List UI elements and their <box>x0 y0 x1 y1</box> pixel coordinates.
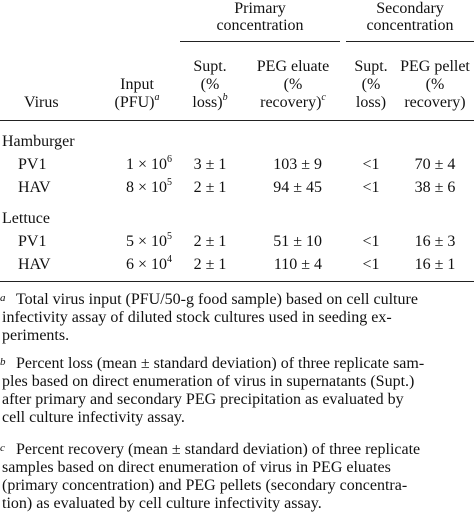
input-column-header-line1: Input <box>120 76 154 93</box>
peg-eluate-cell: 94 ± 45 <box>273 179 322 196</box>
primary-group-header-line2: concentration <box>216 17 304 34</box>
footnote-a-marker: a <box>154 91 160 103</box>
virus-cell: HAV <box>18 256 51 273</box>
footnote-a-line3: periments. <box>2 327 70 344</box>
supt1-cell: 2 ± 1 <box>193 233 227 250</box>
group-label-hamburger: Hamburger <box>2 133 75 150</box>
footnote-a-line1: Total virus input (PFU/50-g food sample) based on cell culture <box>16 291 418 308</box>
secondary-group-header-line2: concentration <box>366 17 454 34</box>
primary-group-header-line1: Primary <box>234 0 286 17</box>
supt2-cell: <1 <box>362 156 380 173</box>
footnote-b-line4: cell culture infectivity assay. <box>2 409 185 426</box>
peg-eluate-header-line1: PEG eluate <box>256 58 330 75</box>
supt2-header-line1: Supt. <box>354 58 388 75</box>
header-bottom-rule <box>0 120 474 121</box>
peg-eluate-cell: 110 ± 4 <box>273 256 322 273</box>
peg-pellet-cell: 16 ± 1 <box>414 256 456 273</box>
table-bottom-rule <box>0 281 474 282</box>
footnote-b-line2: ples based on direct enumeration of virus in supernatants (Supt.) <box>2 373 415 390</box>
peg-pellet-header-line2: (% <box>425 76 445 93</box>
supt1-header-line3: loss)$^b$ <box>192 91 228 111</box>
input-cell: $5 \times 10^5$ <box>125 230 172 250</box>
supt1-cell: 2 ± 1 <box>193 179 227 196</box>
peg-eluate-header-line3: recovery)$^c$ <box>260 91 326 111</box>
footnote-c-mark: c <box>0 442 5 454</box>
input-cell: $6 \times 10^4$ <box>125 253 172 273</box>
supt2-cell: <1 <box>362 256 380 273</box>
supt2-cell: <1 <box>362 179 380 196</box>
footnote-b-marker: b <box>222 91 228 103</box>
footnote-c-line2: samples based on direct enumeration of virus in PEG eluates <box>2 459 391 476</box>
peg-pellet-header-line1: PEG pellet <box>400 58 470 75</box>
supt2-cell: <1 <box>362 233 380 250</box>
footnote-c-line1: Percent recovery (mean ± standard deviation) of three replicate <box>16 441 421 458</box>
supt2-header-line2: (% <box>361 76 381 93</box>
footnote-b-line3: after primary and secondary PEG precipitation as evaluated by <box>2 391 404 408</box>
virus-cell: PV1 <box>18 233 47 250</box>
peg-pellet-cell: 70 ± 4 <box>414 156 456 173</box>
primary-group-rule <box>180 41 340 42</box>
input-cell: $8 \times 10^5$ <box>125 176 172 196</box>
secondary-group-header-line1: Secondary <box>376 0 444 17</box>
group-label-lettuce: Lettuce <box>2 210 50 227</box>
supt2-header-line3: loss) <box>355 94 387 111</box>
supt1-header-line2: (% <box>200 76 220 93</box>
peg-pellet-cell: 16 ± 3 <box>414 233 456 250</box>
footnote-a-line2: infectivity assay of diluted stock cultures used in seeding ex- <box>2 309 392 326</box>
footnote-c-line3: (primary concentration) and PEG pellets (secondary concentra- <box>2 477 408 494</box>
peg-pellet-header-line3: recovery) <box>404 94 466 111</box>
virus-column-header: Virus <box>24 94 59 111</box>
footnote-b-line1: Percent loss (mean ± standard deviation) of three replicate sam- <box>16 355 425 372</box>
footnote-c-line4: tion) as evaluated by cell culture infectivity assay. <box>2 495 322 512</box>
secondary-group-rule <box>346 41 474 42</box>
peg-eluate-cell: 103 ± 9 <box>273 156 322 173</box>
footnote-a-mark: a <box>0 292 6 304</box>
supt1-cell: 2 ± 1 <box>193 256 227 273</box>
footnote-b-mark: b <box>0 356 6 368</box>
input-cell: $1 \times 10^6$ <box>125 153 172 173</box>
input-column-header-line2: (PFU)$^a$ <box>114 91 160 111</box>
footnote-c-marker: c <box>321 91 326 103</box>
supt1-header-line1: Supt. <box>193 58 227 75</box>
virus-cell: PV1 <box>18 156 47 173</box>
peg-pellet-cell: 38 ± 6 <box>414 179 456 196</box>
virus-cell: HAV <box>18 179 51 196</box>
peg-eluate-cell: 51 ± 10 <box>273 233 322 250</box>
supt1-cell: 3 ± 1 <box>193 156 227 173</box>
peg-eluate-header-line2: (% <box>283 76 303 93</box>
